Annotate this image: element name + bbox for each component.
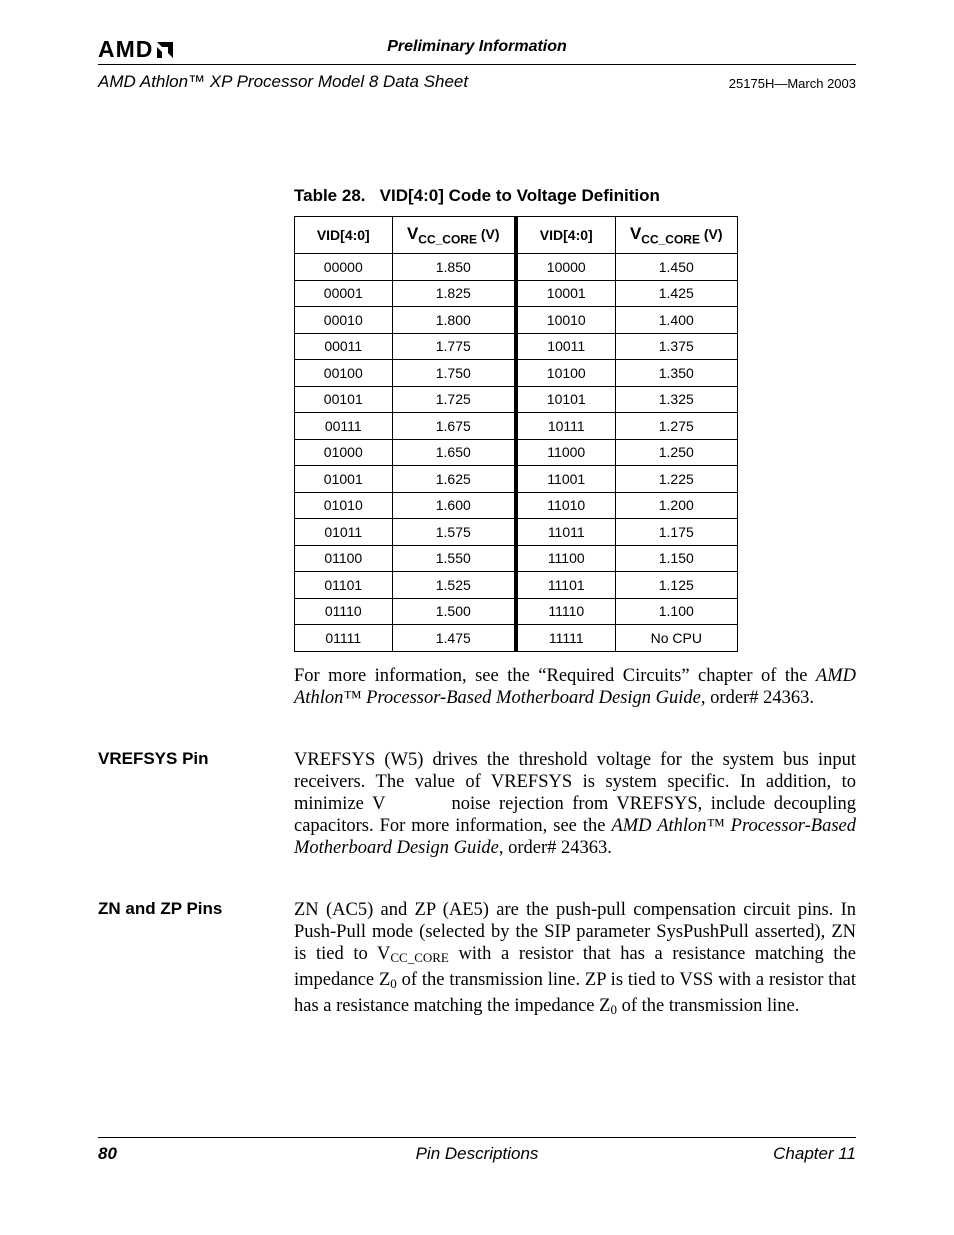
table-row — [295, 492, 738, 519]
vrefsys-paragraph: VREFSYS (W5) drives the threshold voltage for the system bus input receivers. The value of VREFSYS is system specific. In addition, to minimize V noise rejection from VREFSYS, include decoupling capacitors. For more information, see the AMD Athlon™ Processor-Based Motherboard Design Guide, order# 24363. — [294, 750, 856, 858]
cell-vcc-high: 1.150 — [615, 545, 737, 572]
cell-vcc-high: 1.225 — [615, 466, 737, 493]
cell-vid-high: 11000 — [516, 439, 615, 466]
cell-vid-low: 00111 — [295, 413, 393, 440]
cell-vcc-high: 1.100 — [615, 598, 737, 625]
doc-number: 25175H—March 2003 — [728, 76, 856, 91]
table-row — [295, 439, 738, 466]
preliminary-label: Preliminary Information — [387, 38, 567, 55]
table-row — [295, 572, 738, 599]
cell-vcc-low: 1.725 — [392, 386, 516, 413]
table-row — [295, 254, 738, 281]
cell-vid-low: 00101 — [295, 386, 393, 413]
more-info-paragraph: For more information, see the “Required Circuits” chapter of the AMD Athlon™ Processor-Based Motherboard Design Guide, order# 24363. — [294, 666, 856, 708]
cell-vid-high: 11101 — [516, 572, 615, 599]
cell-vid-low: 00000 — [295, 254, 393, 281]
cell-vcc-high: No CPU — [615, 625, 737, 652]
table-row — [295, 307, 738, 334]
cell-vcc-low: 1.525 — [392, 572, 516, 599]
cell-vcc-high: 1.200 — [615, 492, 737, 519]
table-title: Table 28. VID[4:0] Code to Voltage Definition — [294, 186, 660, 205]
cell-vcc-low: 1.500 — [392, 598, 516, 625]
cell-vid-low: 01011 — [295, 519, 393, 546]
cell-vcc-low: 1.575 — [392, 519, 516, 546]
zn-zp-paragraph: ZN (AC5) and ZP (AE5) are the push-pull compensation circuit pins. In Push-Pull mode (selected by the SIP parameter SysPushPull asserted), ZN is tied to $V_{CC\_CORE}$ with a resistor that has a resistance matching the impedance $Z_0$ of the transmission line. ZP is tied to VSS with a resistor that has a resistance matching the impedance $Z_0$ of the transmission line. — [294, 900, 856, 1017]
cell-vcc-high: 1.375 — [615, 333, 737, 360]
cell-vcc-high: 1.400 — [615, 307, 737, 334]
cell-vid-low: 01001 — [295, 466, 393, 493]
cell-vid-high: 10111 — [516, 413, 615, 440]
cell-vcc-high: 1.250 — [615, 439, 737, 466]
cell-vcc-high: 1.175 — [615, 519, 737, 546]
cell-vid-high: 11001 — [516, 466, 615, 493]
cell-vid-low: 01110 — [295, 598, 393, 625]
header-rule — [98, 64, 856, 65]
table-row — [295, 545, 738, 572]
cell-vid-high: 10101 — [516, 386, 615, 413]
table-row — [295, 360, 738, 387]
table-row — [295, 413, 738, 440]
zn-zp-heading: ZN and ZP Pins — [98, 899, 223, 918]
cell-vcc-high: 1.275 — [615, 413, 737, 440]
cell-vid-high: 10000 — [516, 254, 615, 281]
cell-vcc-high: 1.425 — [615, 280, 737, 307]
cell-vid-low: 01100 — [295, 545, 393, 572]
cell-vcc-low: 1.850 — [392, 254, 516, 281]
vid-voltage-table — [294, 216, 738, 652]
cell-vcc-low: 1.600 — [392, 492, 516, 519]
cell-vcc-low: 1.775 — [392, 333, 516, 360]
table-row — [295, 280, 738, 307]
cell-vcc-high: 1.450 — [615, 254, 737, 281]
header-vcc: $V_{CC\_CORE}$ (V) — [615, 217, 737, 254]
cell-vid-low: 00011 — [295, 333, 393, 360]
cell-vid-low: 01010 — [295, 492, 393, 519]
cell-vid-high: 10100 — [516, 360, 615, 387]
footer-chapter: Chapter 11 — [773, 1144, 856, 1163]
cell-vcc-low: 1.825 — [392, 280, 516, 307]
cell-vcc-low: 1.650 — [392, 439, 516, 466]
cell-vcc-low: 1.625 — [392, 466, 516, 493]
cell-vid-low: 01000 — [295, 439, 393, 466]
cell-vcc-high: 1.125 — [615, 572, 737, 599]
cell-vid-low: 00100 — [295, 360, 393, 387]
cell-vid-low: 01101 — [295, 572, 393, 599]
cell-vid-high: 10010 — [516, 307, 615, 334]
table-row — [295, 386, 738, 413]
table-row — [295, 598, 738, 625]
cell-vid-high: 10011 — [516, 333, 615, 360]
cell-vcc-low: 1.475 — [392, 625, 516, 652]
table-header-row — [295, 217, 738, 254]
cell-vid-high: 11100 — [516, 545, 615, 572]
cell-vcc-high: 1.350 — [615, 360, 737, 387]
cell-vcc-low: 1.675 — [392, 413, 516, 440]
header-vid: VID[4:0] — [516, 217, 615, 254]
cell-vcc-low: 1.550 — [392, 545, 516, 572]
doc-title: AMD Athlon™ XP Processor Model 8 Data Sheet — [98, 72, 469, 91]
footer-section: Pin Descriptions — [415, 1144, 539, 1163]
table-row — [295, 519, 738, 546]
cell-vid-low: 00001 — [295, 280, 393, 307]
vrefsys-heading: VREFSYS Pin — [98, 749, 209, 768]
table-row — [295, 333, 738, 360]
cell-vid-high: 11011 — [516, 519, 615, 546]
cell-vid-high: 11111 — [516, 625, 615, 652]
cell-vcc-high: 1.325 — [615, 386, 737, 413]
cell-vid-high: 11010 — [516, 492, 615, 519]
header-vcc: $V_{CC\_CORE}$ (V) — [392, 217, 516, 254]
page-number: 80 — [98, 1144, 117, 1163]
header-vid: VID[4:0] — [295, 217, 393, 254]
cell-vcc-low: 1.750 — [392, 360, 516, 387]
table-row — [295, 625, 738, 652]
table-row — [295, 466, 738, 493]
footer-rule — [98, 1137, 856, 1138]
cell-vid-high: 10001 — [516, 280, 615, 307]
cell-vid-low: 01111 — [295, 625, 393, 652]
cell-vid-low: 00010 — [295, 307, 393, 334]
logo-text: AMD — [98, 36, 154, 62]
cell-vcc-low: 1.800 — [392, 307, 516, 334]
cell-vid-high: 11110 — [516, 598, 615, 625]
